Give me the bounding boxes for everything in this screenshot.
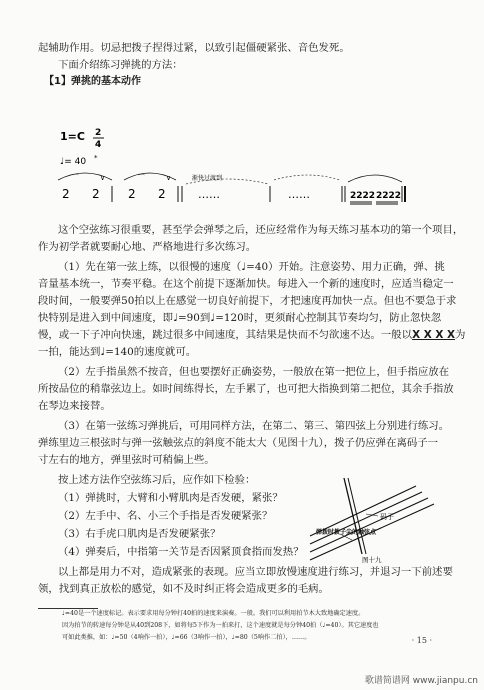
text-line: （4）弹奏后，中指第一关节是否因紧顶食指而发热？ [58,546,304,558]
section-heading: 【1】弹挑的基本动作 [44,76,141,87]
text-line: 起辅助作用。切忌把拨子捏得过紧，以致引起僵硬紧张、音色发死。 [38,42,350,54]
music-notation [0,110,484,210]
text-span: 慢，或一下子冲向快速，跳过很多中间速度，其结果是快而不匀欲速不达。一般以 [38,329,413,341]
text-line: 领，找到真正放松的感觉，如不及时纠正将会造成更多的毛病。 [38,583,329,595]
accelerando-text: 渐快过渡到 [192,175,223,182]
note: 2 [128,187,136,201]
key-signature: 1=C [60,130,85,143]
figure-19 [296,474,446,564]
sixteenth-group: 2222 [376,191,402,201]
text-line: （2）左手中、名、小三个手指是否发硬紧张？ [58,510,273,522]
note: 2 [92,187,100,201]
text-line: （3）在第一弦练习弹挑后，可用同样方法，在第二、第三、第四弦上分别进行练习。 [58,420,450,432]
note: 2 [62,187,70,201]
text-line [0,327,484,343]
text-line: （1）先在第一弦上练，以很慢的速度（♩=40）开始。注意姿势、用力正确，弹、挑 [58,261,445,273]
tempo-mark: ♩= 40 [60,157,87,167]
svg-text:⌒: ⌒ [138,174,145,182]
bridge-label: 码子 [380,513,394,521]
text-line: 音量基本统一，节奏平稳。在这个前提下逐渐加快。每进入一个新的速度时，应适当稳定一 [38,278,454,290]
text-line: 下面介绍练习弹挑的方法： [58,59,183,71]
contact-point-label: 弹拨时拨子尖的触弦点 [316,529,377,536]
sixteenth-group: 2222 [350,191,376,201]
footnote-line: ♩=40是一个速度标记。表示要求用每分钟打40拍的速度来演奏。一般。我们可以利用拍节木大致地确定速度。 [62,610,365,617]
text-line: 这个空弦练习很重要，甚至学会弹琴之后，还应经常作为每天练习基本功的第一个项目， [58,224,464,236]
tempo-asterisk: * [94,154,98,162]
text-line: 以上都是用力不对，造成紧张的表现。应当立即放慢速度进行练习，并退习一下前述要 [58,566,453,578]
svg-text:⌒: ⌒ [72,174,79,182]
footnote-line: 可如此类推，如：♩=50（4响作一拍），♩=66（3响作一拍），♩=80（5响作二拍），……。 [62,634,311,641]
text-line: 所按品位的稍靠弦边上。如时间练得长，左手累了，也可把大指换到第二把位，其余手指放 [38,383,454,395]
text-line: 寸左右的地方，弹里弦时可稍偏上些。 [38,454,215,466]
text-line: （1）弹挑时，大臂和小臂肌肉是否发硬，紧张？ [58,492,283,504]
figure-caption: 图十九 [362,556,382,564]
note: 2 [158,187,166,201]
text-span: 为 [454,329,466,341]
text-line: 弹练里边三根弦时与弹一弦触弦点的斜度不能太大（见图十九），拨子仍应弹在离码子一 [38,437,439,449]
text-line: 作为初学者就要耐心地、严格地进行多次练习。 [38,241,257,253]
text-line: 段时间，一般要弹50拍以上在感觉一切良好前提下，才把速度再加快一点。但也不要急于求 [38,295,457,307]
xxxx-rhythm: X X X X [412,329,455,341]
note-dots: …… [288,188,310,201]
page-number: · 15 · [411,636,432,645]
time-signature-bottom: 4 [95,140,102,150]
time-signature-top: 2 [95,128,102,138]
note-dots: …… [198,188,220,201]
svg-text:∨: ∨ [166,174,172,182]
text-line: 在琴边来接替。 [38,400,111,412]
svg-text:∨: ∨ [100,174,106,182]
watermark: 歌谱简谱网 www.jianpu.cn [364,676,478,686]
text-line: 按上述方法作空弦练习后，应作如下检验： [58,474,256,486]
text-line: （2）左手指虽然不按音，但也要摆好正确姿势，一般放在第一把位上，但手指应放在 [58,366,450,378]
text-line: （3）右手虎口肌肉是否发硬紧张？ [58,528,221,540]
text-line: 快特别是进入到中间速度，即♩=90到♩=120时，更须耐心控制其节奏均匀，防止忽快忽 [38,312,442,324]
footnote-line: 因为拍节的转速每分钟是从40到208下，如将每5下作为一拍来打，这个速度就是每分钟40拍（♩=40）。其它速度也 [62,622,379,629]
text-line: 一拍，能达到♩=140的速度就可。 [38,346,197,358]
